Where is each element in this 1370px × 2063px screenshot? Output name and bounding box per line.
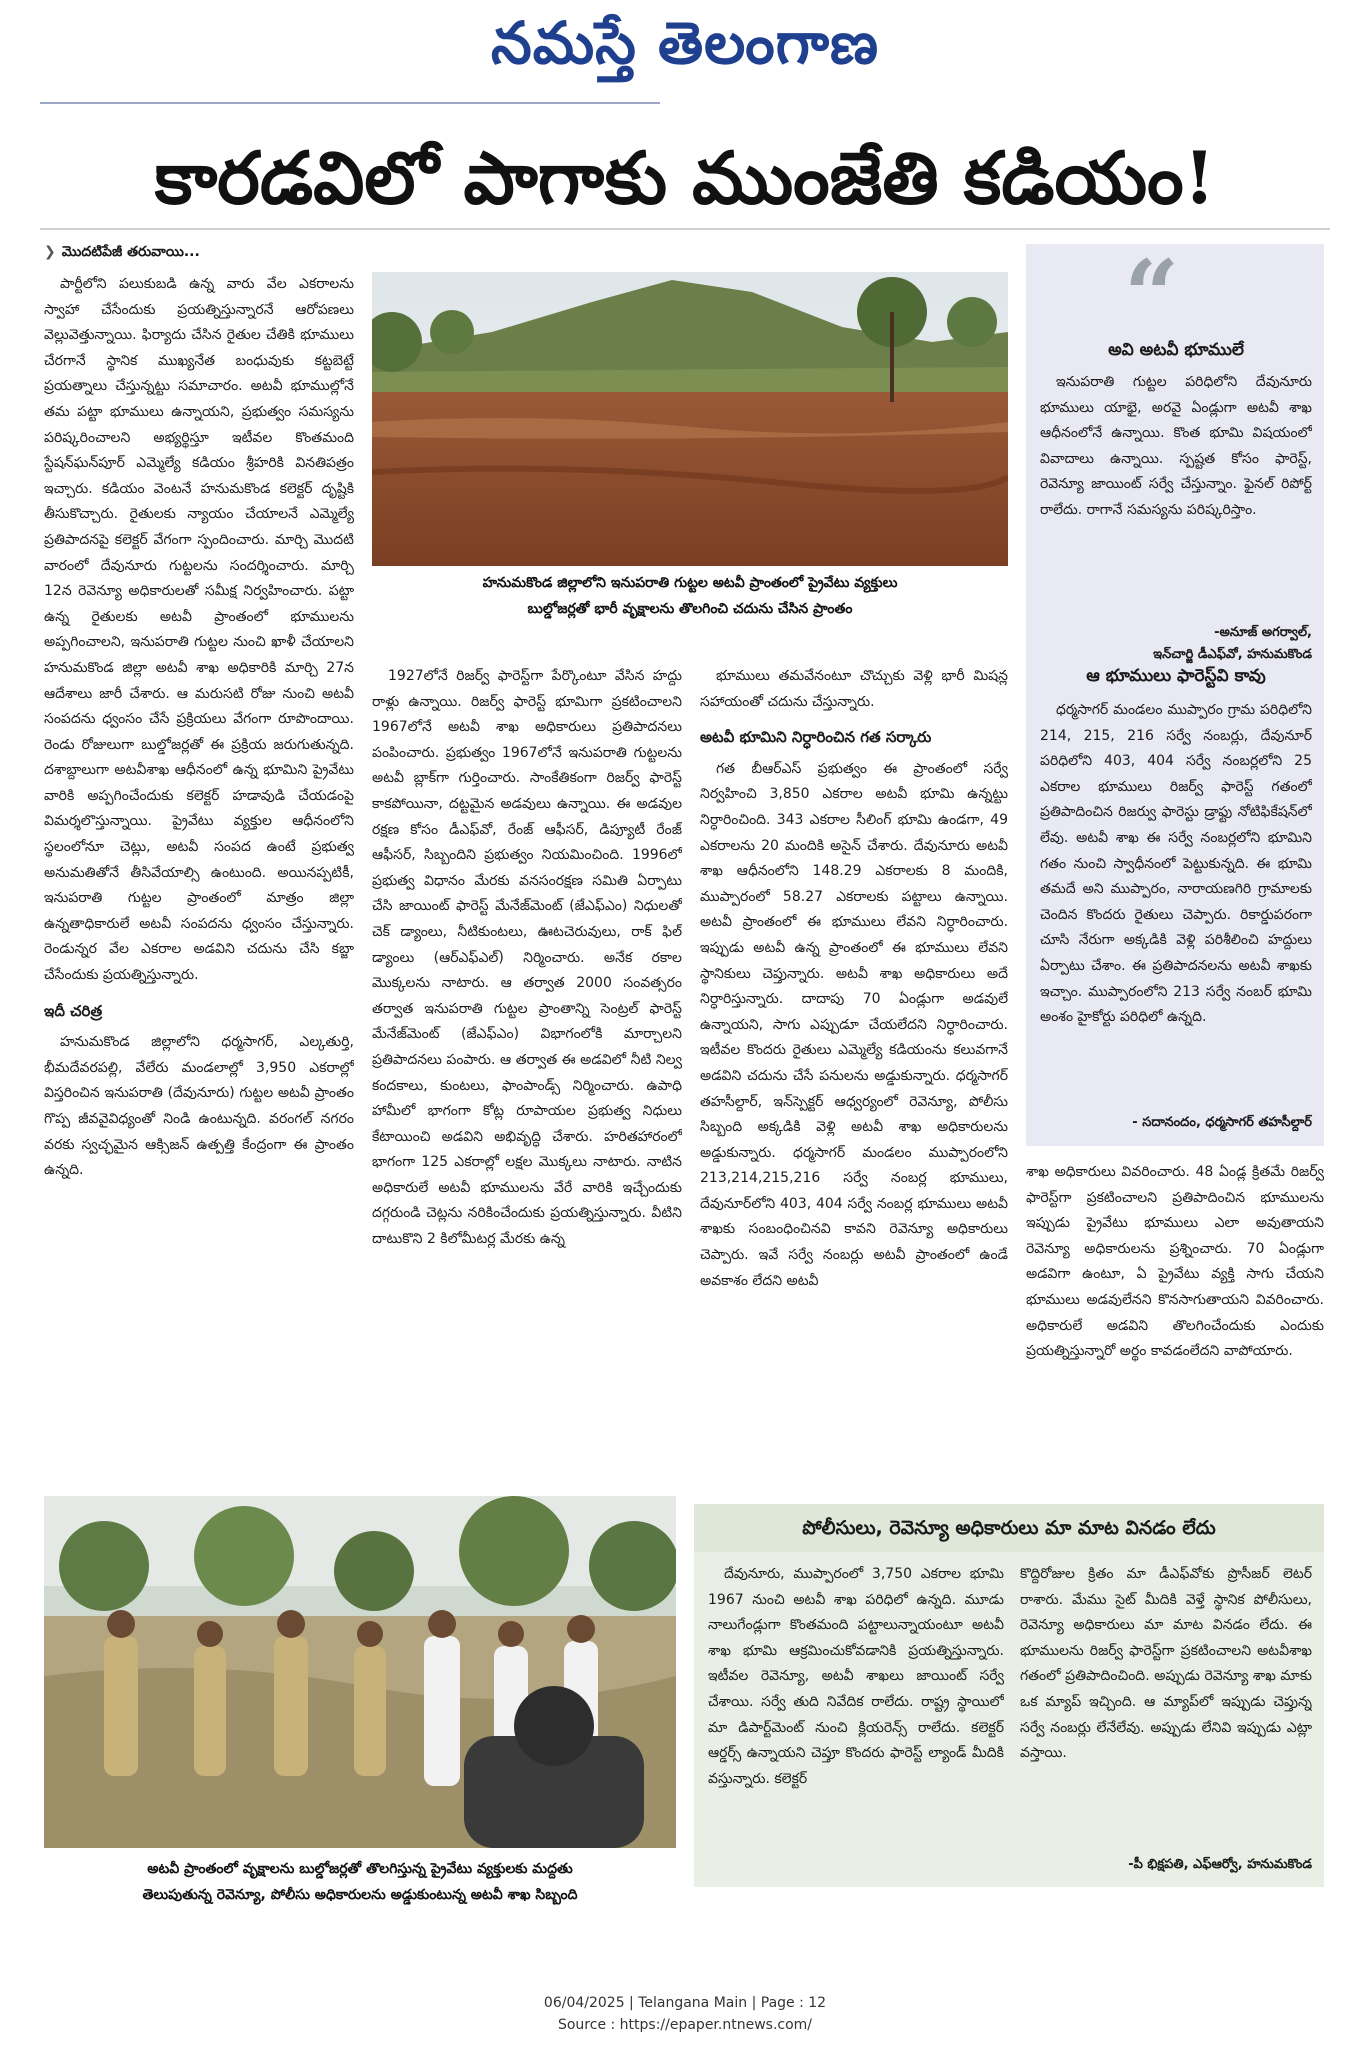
col3-para2: గత బీఆర్‌ఎస్ ప్రభుత్వం ఈ ప్రాంతంలో సర్వే నిర్వహించి 3,850 ఎకరాల అటవీ భూమి ఉన్నట్టు నిర్ధారించింది. 343 ఎకరాల సీలింగ్ భూమి ఉండగా, 49 ఎకరాలను 20 మందికి అసైన్ చేశారు. దేవునూరు అటవీ శాఖ ఆధీనంలోని 148.29 ఎకరాలకు 8 మందికి, ముప్పారంలో 58.27 ఎకరాలకు పట్టాలు ఉన్నాయి. అటవీ ప్రాంతంలో ఈ భూములు లేవని నిర్ధారించారు. ఇప్పుడు అటవీ ఉన్న ప్రాంతంలో ఈ భూములు లేవని స్థానికులు చెప్తున్నారు. అటవీ శాఖ అధికారులు అదే నిర్ధారిస్తున్నారు. దాదాపు 70 ఏండ్లుగా అడవులే ఉన్నాయని, సాగు ఎప్పుడూ చేయలేదని నిర్ధారించారు. ఇటీవల కొందరు రైతులు ఎమ్మెల్యే కడియంను కలువగానే అడవిని చదును చేసే పనులను అడ్డుకున్నారు. ధర్మసాగర్ తహసీల్దార్, ఇన్‌స్పెక్టర్ ఆధ్వర్యంలో రెవెన్యూ, పోలీసు సిబ్బంది అక్కడికి వెళ్లి అటవీ శాఖ అధికారులను అడ్డుకున్నారు. ధర్మసాగర్ మండలం ముప్పారంలోని 213,214,215,216 సర్వే నంబర్ల భూములు, దేవునూర్‌లోని 403, 404 సర్వే నంబర్ల భూములు అటవీ శాఖకు సంబంధించినవి కావని రెవెన్యూ అధికారులు చెప్పారు. ఇవే సర్వే నంబర్లు అటవీ ప్రాంతంలో ఉండే అవకాశం లేదని అటవీ xyxy=(700,760,1008,1289)
chevron-right-icon: ❯ xyxy=(44,244,56,260)
sidebar-sig-1 xyxy=(1040,622,1312,666)
sidebar-head-1: అవి అటవీ భూములే xyxy=(1108,340,1244,360)
masthead-logo: నమస్తే తెలంగాణ xyxy=(491,9,879,77)
headline-rule xyxy=(40,228,1330,230)
footer-date: 06/04/2025 | Telangana Main | Page : 12 xyxy=(543,1995,827,2011)
photo2-caption-line: అటవీ ప్రాంతంలో వృక్షాలను బుల్డోజర్లతో తొలగిస్తున్న ప్రైవేటు వ్యక్తులకు మద్దతు xyxy=(147,1861,573,1877)
sidebar-text-2 xyxy=(1040,698,1312,1108)
photo-cleared-land xyxy=(372,272,1008,566)
sidebar-sig-2: - సదానందం, ధర్మసాగర్ తహసీల్దార్ xyxy=(1132,1115,1312,1130)
col1-subhead: ఇదీ చరిత్ర xyxy=(44,1001,103,1020)
photo-officials-site xyxy=(44,1496,676,1848)
column-2 xyxy=(372,664,682,1476)
column-1 xyxy=(44,272,354,1472)
box2-left-para: దేవునూరు, ముప్పారంలో 3,750 ఎకరాల భూమి 1967 నుంచి అటవీ శాఖ పరిధిలో ఉన్నది. మూడు నాలుగేండ్లుగా కొంతమంది పట్టాలున్నాయంటూ అటవీ శాఖ భూమి ఆక్రమించుకోవడానికి ప్రయత్నిస్తున్నారు. ఇటీవల రెవెన్యూ, అటవీ శాఖలు జాయింట్ సర్వే చేశాయి. సర్వే తుది నివేదిక రాలేదు. రాష్ట్ర స్థాయిలో మా డిపార్ట్‌మెంట్ నుంచి క్లియరెన్స్ రాలేదు. కలెక్టర్ ఆర్డర్స్ ఉన్నాయని చెప్తూ కొందరు ఫారెస్ట్ ల్యాండ్ మీదికి వస్తున్నారు. కలెక్టర్ xyxy=(708,1566,1004,1787)
continued-label xyxy=(44,244,200,263)
sig-name: -అనూజ్ అగర్వాల్, xyxy=(1214,625,1312,640)
col1-para: పార్టీలోని పలుకుబడి ఉన్న వారు వేల ఎకరాలను స్వాహా చేసేందుకు ప్రయత్నిస్తున్నారనే ఆరోపణలు వెల్లువెత్తున్నాయి. ఫిర్యాదు చేసిన రైతుల చేతికి భూములు చేరగానే స్థానిక ముఖ్యనేత బంధువుకు కట్టబెట్టే ప్రయత్నాలు చేస్తున్నట్టు సమాచారం. అటవీ భూముల్లోనే తమ పట్టా భూములు ఉన్నాయని, ప్రభుత్వం సమస్యను పరిష్కరించాలని అభ్యర్థిస్తూ ఇటీవల కొంతమంది స్టేషన్‌ఘన్‌పూర్ ఎమ్మెల్యే కడియం శ్రీహరికి వినతిపత్రం ఇచ్చారు. కడియం వెంటనే హనుమకొండ కలెక్టర్ దృష్టికి తీసుకొచ్చారు. రైతులకు న్యాయం చేయాలనే ఎమ్మెల్యే ప్రతిపాదనపై కలెక్టర్ వేగంగా స్పందించారు. మార్చి మొదటి వారంలో దేవునూరు గుట్టలను సందర్శించారు. మార్చి 12న రెవెన్యూ అధికారులతో సమీక్ష నిర్వహించారు. పట్టా ఉన్న రైతులకు అటవీ ప్రాంతంలో భూములను అప్పగించాలని, ఇనుపరాతి గుట్టల నుంచి ఖాళీ చేయాలని హనుమకొండ జిల్లా అటవీ శాఖ అధికారికి మార్చి 27న ఆదేశాలు జారీ చేశారు. ఆ మరుసటి రోజు నుంచి అటవీ సంపదను ధ్వంసం చేసే ప్రక్రియలు వేగంగా రూపొందాయి. రెండు రోజులుగా బుల్డోజర్లతో ఈ ప్రక్రియ జరుగుతున్నది. దశాబ్దాలుగా అటవీశాఖ ఆధీనంలో ఉన్న భూమిని ప్రైవేటు వారికి అప్పగించేందుకు కలెక్టర్ హడావుడి చేయడంపై విమర్శలొస్తున్నాయి. ప్రైవేటు వ్యక్తుల ఆధీనంలోని స్థలంలోనూ చెట్లు, అటవీ సంపద ఉంటే ప్రభుత్వ అనుమతితోనే తీసివేయాల్సి ఉంటుంది. అయినప్పటికీ, ఇనుపరాతి గుట్టల ప్రాంతంలో మాత్రం జిల్లా ఉన్నతాధికారులే అటవీ సంపదను ధ్వంసం చేస్తున్నారు. రెండున్నర వేల ఎకరాల అడవిని చదును చేసి కబ్జా చేసేందుకు ప్రయత్నిస్తున్నారు. xyxy=(44,276,354,984)
sidebar-head-2: ఆ భూములు ఫారెస్ట్‌వి కావు xyxy=(1086,666,1266,686)
quote-box-sig: -పీ భిక్షపతి, ఎఫ్‌ఆర్వో, హనుమకొండ xyxy=(1128,1857,1312,1872)
quote-box-right xyxy=(1020,1562,1312,1852)
continued-text: మొదటిపేజీ తరువాయి... xyxy=(61,244,200,260)
headline: కారడవిలో పాగాకు ముంజేతి కడియం! xyxy=(154,135,1216,220)
col3-subhead: అటవీ భూమిని నిర్ధారించిన గత సర్కారు xyxy=(700,728,932,747)
col1-para2: హనుమకొండ జిల్లాలోని ధర్మసాగర్, ఎల్కతుర్తి, భీమదేవరపల్లి, వేలేరు మండలాల్లో 3,950 ఎకరాల్లో విస్తరించిన ఇనుపరాతి (దేవునూరు) గుట్టల అటవీ ప్రాంతం గొప్ప జీవవైవిధ్యంతో నిండి ఉంటున్నది. వరంగల్ నగరం వరకు స్వచ్ఛమైన ఆక్సిజన్ ఉత్పత్తి కేంద్రంగా ఈ ప్రాంతం ఉన్నది. xyxy=(44,1034,354,1179)
column-4-tail xyxy=(1026,1160,1324,1490)
quote-box-left xyxy=(708,1562,1004,1882)
quote-box-head: పోలీసులు, రెవెన్యూ అధికారులు మా మాట వినడం లేదు xyxy=(694,1504,1324,1552)
sidebar-para-1: ఇనుపరాతి గుట్టల పరిధిలోని దేవునూరు భూములు యాభై, అరవై ఏండ్లుగా అటవీ శాఖ ఆధీనంలోనే ఉన్నాయి. కొంత భూమి విషయంలో వివాదాలు ఉన్నాయి. స్పష్టత కోసం ఫారెస్ట్, రెవెన్యూ జాయింట్ సర్వే చేస్తున్నాం. ఫైనల్ రిపోర్ట్ రాలేదు. రాగానే సమస్యను పరిష్కరిస్తాం. xyxy=(1040,374,1312,518)
photo2-caption-line: తెలుపుతున్న రెవెన్యూ, పోలీసు అధికారులను అడ్డుకుంటున్న అటవీ శాఖ సిబ్బంది xyxy=(142,1887,578,1903)
col3-para: భూములు తమవేనంటూ చొచ్చుకు వెళ్లి భారీ మిషన్ల సహాయంతో చదును చేస్తున్నారు. xyxy=(700,668,1008,710)
footer-source xyxy=(0,2017,1370,2033)
sig-title: ఇన్‌చార్జి డీఎఫ్‌వో, హనుమకొండ xyxy=(1153,647,1312,662)
quote-icon: “ xyxy=(1124,239,1180,352)
source-link[interactable]: Source : https://epaper.ntnews.com/ xyxy=(557,2017,813,2033)
sidebar-text-1 xyxy=(1040,370,1312,620)
col2-para: 1927లోనే రిజర్వ్ ఫారెస్ట్‌గా పేర్కొంటూ వేసిన హద్దు రాళ్లు ఉన్నాయి. రిజర్వ్ ఫారెస్ట్ భూమిగా ప్రకటించాలని 1967లోనే అటవీ శాఖ అధికారులు ప్రతిపాదనలు పంపించారు. ప్రభుత్వం 1967లోనే ఇనుపరాతి గుట్టలను అటవీ బ్లాక్‌గా గుర్తించారు. సాంకేతికంగా రిజర్వ్ ఫారెస్ట్ కాకపోయినా, దట్టమైన అడవులు ఉన్నాయి. ఈ అడవుల రక్షణ కోసం డీఎఫ్‌వో, రేంజ్ ఆఫీసర్, డిప్యూటీ రేంజ్ ఆఫీసర్, సిబ్బందిని ప్రభుత్వం నియమించింది. 1996లో ప్రభుత్వ విధానం మేరకు వనసంరక్షణ సమితి ఏర్పాటు చేసి జాయింట్ ఫారెస్ట్ మేనేజ్‌మెంట్ (జేఎఫ్‌ఎం) నిధులతో చెక్ డ్యాంలు, నీటికుంటలు, ఊటచెరువులు, రాక్ ఫిల్ డ్యాంలు (ఆర్‌ఎఫ్‌ఎల్) నిర్మించారు. అనేక రకాల మొక్కలను నాటారు. ఆ తర్వాత 2000 సంవత్సరం తర్వాత ఇనుపరాతి గుట్టల ప్రాంతాన్ని సెంట్రల్ ఫారెస్ట్ మేనేజ్‌మెంట్ (జేఎఫ్‌ఎం) విభాగంలోకి మార్చాలని ప్రతిపాదనలు పంపారు. ఆ తర్వాత ఈ అడవిలో నీటి నిల్వ కందకాలు, కుంటలు, ఫాంపాండ్స్ నిర్మించారు. ఉపాధి హామీలో భాగంగా కోట్ల రూపాయల ప్రభుత్వ నిధులు కేటాయించి అడవిని అభివృద్ధి చేశారు. హరితహారంలో భాగంగా 125 ఎకరాల్లో లక్షల మొక్కలు నాటారు. నాటిన అధికారులే అటవీ భూములను వేరే వారికి ఇచ్చేందుకు దగ్గరుండి చెట్లను నరికించేందుకు ప్రయత్నిస్తున్నారు. వీటిని దాటుకొని 2 కిలోమీటర్ల మేరకు ఉన్న xyxy=(372,668,682,1248)
photo2-caption xyxy=(44,1856,676,1908)
photo1-caption-line: హనుమకొండ జిల్లాలోని ఇనుపరాతి గుట్టల అటవీ ప్రాంతంలో ప్రైవేటు వ్యక్తులు xyxy=(482,575,898,591)
sidebar-para-2: ధర్మసాగర్ మండలం ముప్పారం గ్రామ పరిధిలోని 214, 215, 216 సర్వే నంబర్లు, దేవునూర్ పరిధిలోని 403, 404 సర్వే నంబర్లలోని 25 ఎకరాల భూములు రిజర్వ్ ఫారెస్ట్ గతంలో ప్రతిపాదించిన రిజర్వు ఫారెస్టు డ్రాఫ్టు నోటిఫికేషన్‌లో లేవు. అటవీ శాఖ ఈ సర్వే నంబర్లలోని భూమిని గతం నుంచి స్వాధీనంలో పెట్టుకున్నది. ఈ భూమి తమదే అని ముప్పారం, నారాయణగిరి గ్రామాలకు చెందిన కొందరు రైతులు చెప్పారు. రికార్డుపరంగా చూసి నేరుగా అక్కడికి వెళ్లి పరిశీలించి హద్దులు ఏర్పాటు చేశాం. ఈ ప్రతిపాదనలను అటవీ శాఖకు ఇచ్చాం. ముప్పారంలోని 213 సర్వే నంబర్ భూమి అంశం హైకోర్టు పరిధిలో ఉన్నది. xyxy=(1040,702,1312,1026)
column-3 xyxy=(700,664,1008,1500)
photo1-caption xyxy=(372,570,1008,622)
box2-right-para: కొద్దిరోజుల క్రితం మా డీఎఫ్‌వోకు ప్రొసీజర్ లెటర్ రాశారు. మేము సైట్ మీదికి వెళ్తే స్థానిక పోలీసులు, రెవెన్యూ అధికారులు మా మాట వినడం లేదు. ఈ భూములను రిజర్వ్ ఫారెస్ట్‌గా ప్రకటించాలని అటవీశాఖ గతంలో ప్రతిపాదించింది. అప్పుడు రెవెన్యూ శాఖ మాకు ఒక మ్యాప్ ఇచ్చింది. ఆ మ్యాప్‌లో ఇప్పుడు చెప్తున్న సర్వే నంబర్లు లేనేలేవు. అప్పుడు లేనివి ఇప్పుడు ఎట్లా వస్తాయి. xyxy=(1020,1566,1312,1762)
col4-para: శాఖ అధికారులు వివరించారు. 48 ఏండ్ల క్రితమే రిజర్వ్ ఫారెస్ట్‌గా ప్రకటించాలని ప్రతిపాదించిన భూములను ఇప్పుడు ప్రైవేటు భూములు ఎలా అవుతాయని రెవెన్యూ అధికారులను ప్రశ్నించారు. 70 ఏండ్లుగా అడవిగా ఉంటూ, ఏ ప్రైవేటు వ్యక్తి సాగు చేయని భూములు అడవులేనని కొనసాగుతాయని వివరించారు. అధికారులే అడవిని తొలగించేందుకు ఎందుకు ప్రయత్నిస్తున్నారో అర్థం కావడంలేదని వాపోయారు. xyxy=(1026,1164,1324,1360)
masthead-rule xyxy=(40,102,660,104)
photo1-caption-line: బుల్డోజర్లతో భారీ వృక్షాలను తొలగించి చదును చేసిన ప్రాంతం xyxy=(527,601,853,617)
